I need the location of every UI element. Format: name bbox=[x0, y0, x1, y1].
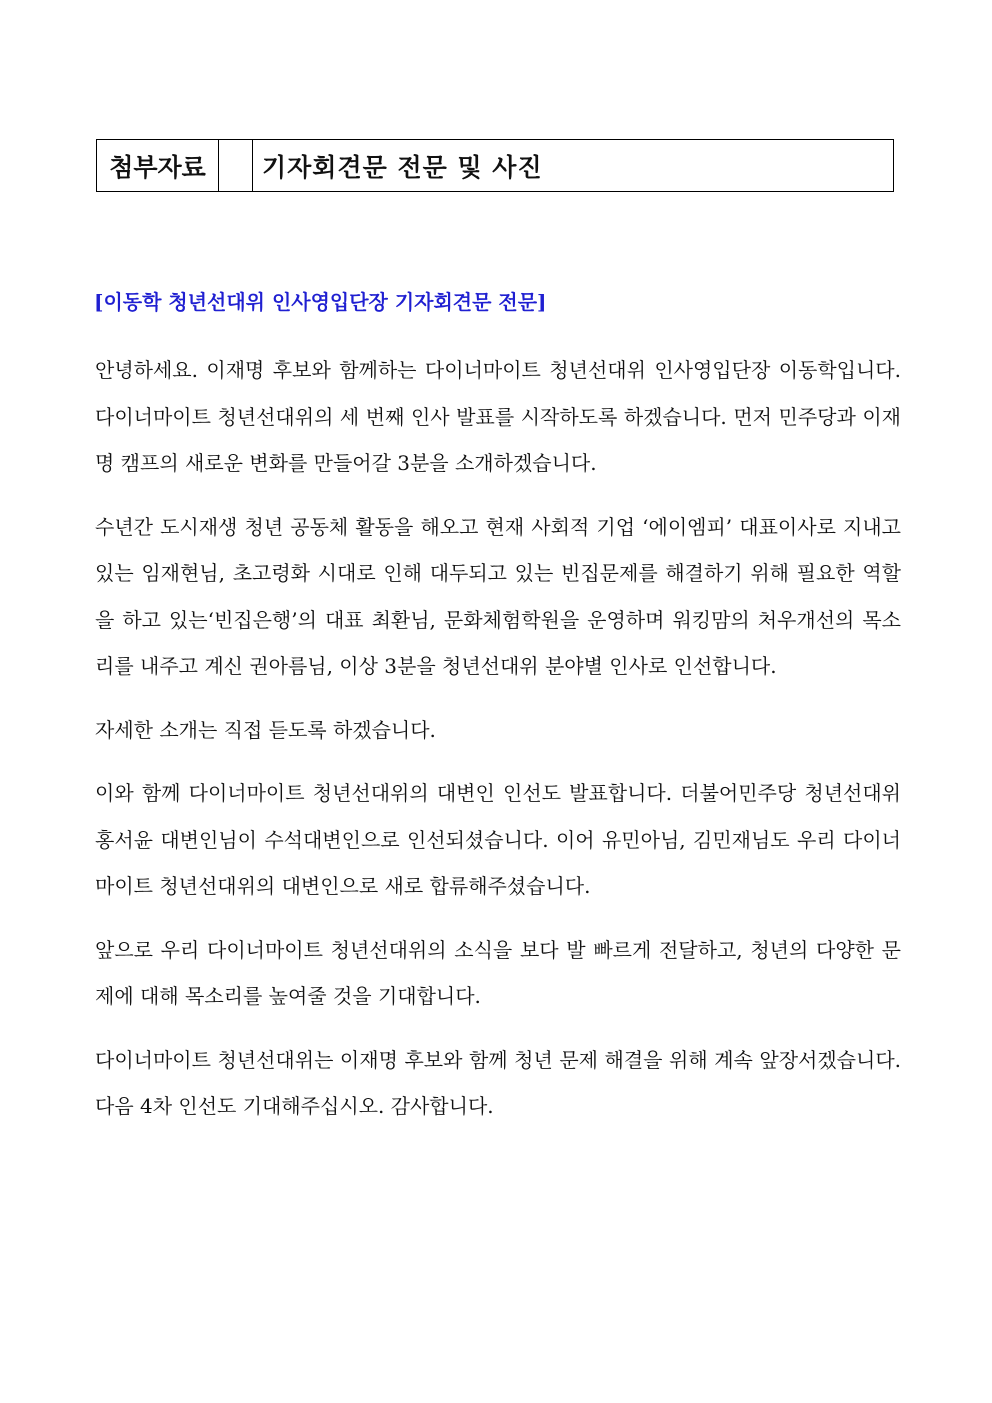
paragraph-expectation: 앞으로 우리 다이너마이트 청년선대위의 소식을 보다 발 빠르게 전달하고, 청년의 다양한 문제에 대해 목소리를 높여줄 것을 기대합니다. bbox=[95, 937, 901, 1008]
header-spacer-cell bbox=[219, 140, 253, 191]
paragraph-closing: 다이너마이트 청년선대위는 이재명 후보와 함께 청년 문제 해결을 위해 계속 앞장서겠습니다. 다음 4차 인선도 기대해주십시오. 감사합니다. bbox=[95, 1047, 901, 1118]
paragraph-introduction: 자세한 소개는 직접 듣도록 하겠습니다. bbox=[95, 717, 436, 742]
attachment-label: 첨부자료 bbox=[97, 140, 219, 191]
paragraph-spokespersons: 이와 함께 다이너마이트 청년선대위의 대변인 인선도 발표합니다. 더불어민주당 청년선대위 홍서윤 대변인님이 수석대변인으로 인선되셨습니다. 이어 유민아님, 김민재님도 우리 다이너마이트 청년선대위의 대변인으로 새로 합류해주셨습니다. bbox=[95, 781, 901, 898]
attachment-title: 기자회견문 전문 및 사진 bbox=[262, 152, 543, 182]
paragraph-appointees: 수년간 도시재생 청년 공동체 활동을 해오고 현재 사회적 기업 ‘에이엠피’ 대표이사로 지내고 있는 임재현님, 초고령화 시대로 인해 대두되고 있는 빈집문제를 해결하기 위해 필요한 역할을 하고 있는‘빈집은행’의 대표 최환님, 문화체험학원을 운영하며 워킹맘의 처우개선의 목소리를 내주고 계신 권아름님, 이상 3분을 청년선대위 분야별 인사로 인선합니다. bbox=[95, 514, 901, 678]
section-heading: [이동학 청년선대위 인사영입단장 기자회견문 전문] bbox=[94, 290, 547, 314]
press-statement-body bbox=[95, 347, 901, 1147]
paragraph-greeting: 안녕하세요. 이재명 후보와 함께하는 다이너마이트 청년선대위 인사영입단장 이동학입니다. 다이너마이트 청년선대위의 세 번째 인사 발표를 시작하도록 하겠습니다. 먼저 민주당과 이재명 캠프의 새로운 변화를 만들어갈 3분을 소개하겠습니다. bbox=[95, 358, 901, 475]
attachment-header-table bbox=[96, 139, 894, 192]
